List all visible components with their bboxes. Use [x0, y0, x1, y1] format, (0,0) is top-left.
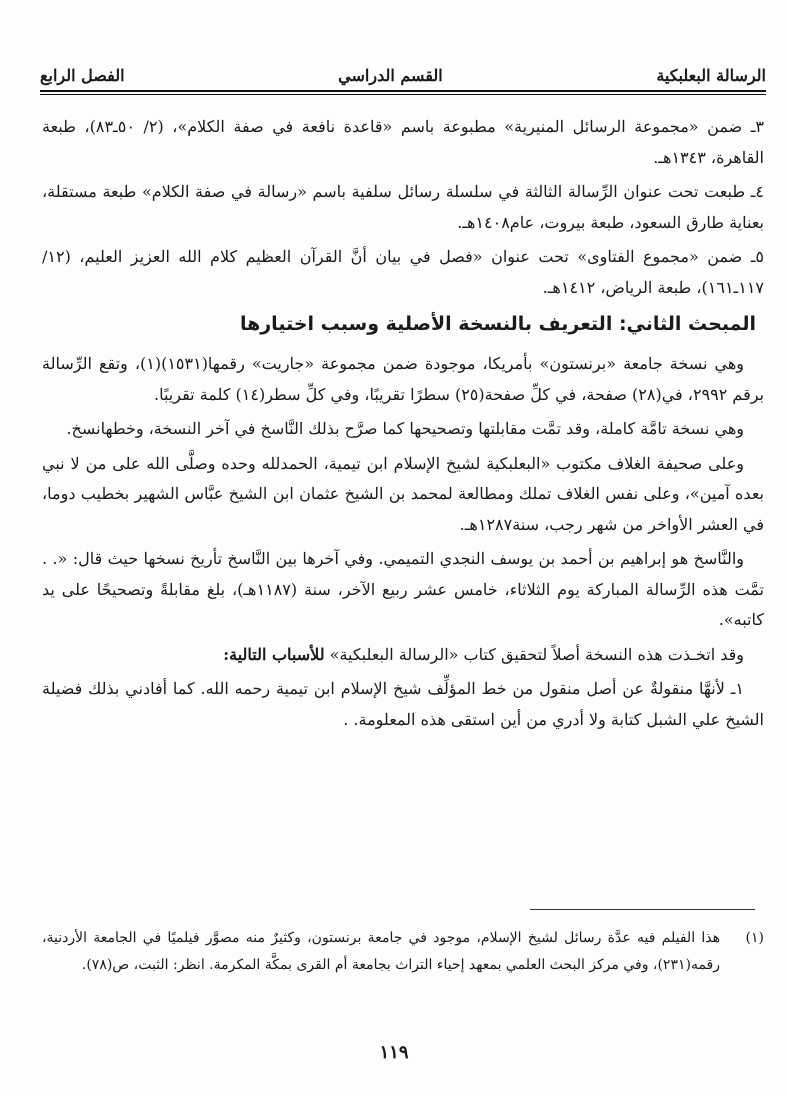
- paragraph-copyist: والنَّاسخ هو إبراهيم بن أحمد بن يوسف النجدي التميمي. وفي آخرها بين النَّاسخ تأريخ نسخها حيث قال: «. . تمَّت هذه الرِّسالة المباركة يوم الثلاثاء، خامس عشر ربيع الآخر، سنة (١١٨٧هـ)، بلغ مقابلةً وتصحيحًا على يد كاتبه».: [42, 549, 764, 629]
- section-heading: المبحث الثاني: التعريف بالنسخة الأصلية وسبب اختيارها: [239, 313, 756, 335]
- paragraph-item-5: ٥ـ ضمن «مجموع الفتاوى» تحت عنوان «فصل في بيان أنَّ القرآن العظيم كلام الله العزيز العليم، (١٢/ ١١٧ـ١٦١)، طبعة الرياض، ١٤١٢هـ.: [42, 247, 764, 297]
- header-rule-thin: [40, 94, 766, 95]
- header-section-title: القسم الدراسي: [338, 65, 443, 85]
- page-number: ١١٩: [379, 1042, 409, 1063]
- paragraph-reasons: [42, 640, 764, 671]
- paragraph-reasons-bold: للأسباب التالية:: [223, 644, 325, 664]
- header-book-title: الرسالة البعلبكية: [656, 65, 766, 85]
- footnote-separator: [530, 909, 755, 910]
- header-chapter-title: الفصل الرابع: [40, 65, 125, 85]
- paragraph-cover-page: وعلى صحيفة الغلاف مكتوب «البعلبكية لشيخ الإسلام ابن تيمية، الحمدلله وحده وصلَّى الله على من لا نبي بعده آمين»، وعلى نفس الغلاف تملك ومطالعة لمحمد بن الشيخ عثمان ابن الشيخ عبَّاس الشهير بخطيب دوما، في العشر الأواخر من شهر رجب، سنة١٢٨٧هـ.: [42, 453, 764, 534]
- paragraph-manuscript-completeness: وهي نسخة تامَّة كاملة، وقد تمَّت مقابلتها وتصحيحها كما صرَّح بذلك النَّاسخ في آخر النسخة، وخطهانسخ.: [66, 419, 744, 438]
- header-rule: [40, 90, 766, 92]
- main-text: [42, 112, 764, 739]
- running-header: [40, 62, 766, 88]
- footnote: [42, 925, 764, 979]
- paragraph-item-3: ٣ـ ضمن «مجموعة الرسائل المنيرية» مطبوعة باسم «قاعدة نافعة في صفة الكلام»، (٢/ ٥٠ـ٨٣)، طبعة القاهرة، ١٣٤٣هـ.: [42, 117, 765, 167]
- footnote-text: هذا الفيلم فيه عدَّة رسائل لشيخ الإسلام، موجود في جامعة برنستون، وكثيرٌ منه مصوَّر فيلميًا في الجامعة الأردنية، رقمه(٢٣١)، وفي مركز البحث العلمي بمعهد إحياء التراث بجامعة أم القرى بمكَّة المكرمة. انظر: الثبت، ص(٧٨).: [42, 930, 720, 973]
- paragraph-manuscript-description: وهي نسخة جامعة «برنستون» بأمريكا، موجودة ضمن مجموعة «جاريت» رقمها(١٥٣١)(١)، وتقع الرِّسالة برقم ٢٩٩٢، في(٢٨) صفحة، في كلِّ صفحة(٢٥) سطرًا تقريبًا، وفي كلِّ سطر(١٤) كلمة تقريبًا.: [42, 354, 764, 404]
- paragraph-reason-1: ١ـ لأنهَّا منقولةٌ عن أصل منقول من خط المؤلِّف شيخ الإسلام ابن تيمية رحمه الله. كما أفادني بذلك فضيلة الشيخ علي الشبل كتابة ولا أدري من أين استقى هذه المعلومة. .: [42, 679, 764, 729]
- footnote-number: (١): [745, 930, 764, 946]
- paragraph-item-4: ٤ـ طبعت تحت عنوان الرِّسالة الثالثة في سلسلة رسائل سلفية باسم «رسالة في صفة الكلام» طبعة مستقلة، بعناية طارق السعود، طبعة بيروت، عام١٤٠٨هـ.: [42, 182, 764, 232]
- paragraph-reasons-text: وقد اتخـذت هذه النسخة أصلاً لتحقيق كتاب «الرسالة البعلبكية»: [324, 644, 744, 664]
